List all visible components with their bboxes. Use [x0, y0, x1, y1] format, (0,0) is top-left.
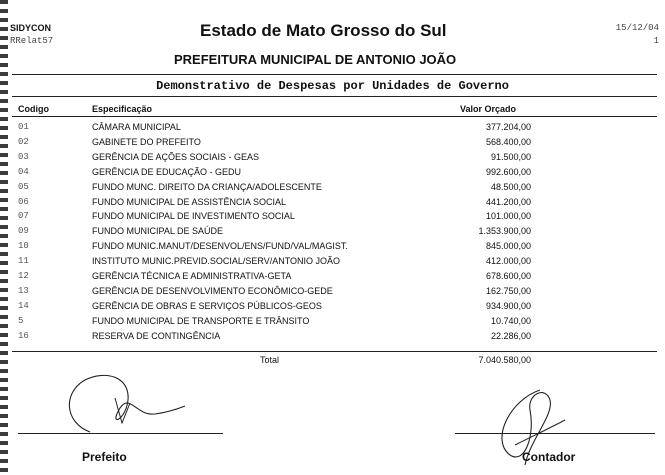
- row-specification: GERÊNCIA DE AÇÕES SOCIAIS - GEAS: [92, 151, 260, 162]
- row-code: 16: [18, 330, 29, 341]
- row-value: 377.204,00: [485, 122, 531, 132]
- row-value: 10.740,00: [490, 315, 531, 326]
- row-code: 09: [18, 226, 29, 237]
- column-header-value: Valor Orçado: [460, 104, 517, 114]
- row-value: 678.600,00: [485, 271, 531, 281]
- row-code: 14: [18, 300, 29, 311]
- row-value: 845.000,00: [485, 241, 531, 252]
- row-specification: GABINETE DO PREFEITO: [92, 136, 201, 147]
- row-code: 12: [18, 271, 29, 281]
- row-code: 05: [18, 181, 29, 192]
- row-specification: FUNDO MUNICIPAL DE ASSISTÊNCIA SOCIAL: [92, 196, 287, 207]
- municipality-title: PREFEITURA MUNICIPAL DE ANTONIO JOÃO: [174, 52, 457, 67]
- table-row: [0, 301, 665, 316]
- row-specification: FUNDO MUNICIPAL DE TRANSPORTE E TRÂNSITO: [92, 315, 310, 326]
- total-value: 7.040.580,00: [478, 355, 531, 365]
- row-specification: GERÊNCIA DE DESENVOLVIMENTO ECONÔMICO-GEDE: [92, 285, 333, 296]
- row-code: 13: [18, 285, 29, 296]
- report-code: RRelat57: [10, 36, 54, 46]
- total-label: Total: [260, 355, 280, 365]
- divider: [12, 96, 657, 97]
- page-number: 1: [653, 36, 659, 46]
- divider: [12, 351, 657, 352]
- table-row: [0, 197, 665, 212]
- report-title: Demonstrativo de Despesas por Unidades de Governo: [156, 79, 509, 93]
- row-value: 1.353.900,00: [478, 226, 531, 237]
- row-value: 412.000,00: [485, 256, 531, 267]
- row-value: 48.500,00: [490, 181, 531, 192]
- report-date: 15/12/04: [615, 23, 659, 33]
- table-row: [0, 211, 665, 226]
- divider: [12, 116, 657, 117]
- row-specification: INSTITUTO MUNIC.PREVID.SOCIAL/SERV/ANTONIO JOÃO: [92, 256, 341, 267]
- row-code: 06: [18, 196, 29, 207]
- row-code: 11: [18, 256, 29, 267]
- row-value: 162.750,00: [485, 285, 531, 296]
- row-specification: GERÊNCIA DE OBRAS E SERVIÇOS PÚBLICOS-GEOS: [92, 300, 322, 311]
- table-row: [0, 256, 665, 271]
- table-row: [0, 167, 665, 182]
- row-specification: FUNDO MUNIC.MANUT/DESENVOL/ENS/FUND/VAL/MAGIST.: [92, 241, 348, 252]
- row-code: 03: [18, 151, 29, 162]
- column-header-code: Codigo: [18, 104, 49, 114]
- row-specification: FUNDO MUNC. DIREITO DA CRIANÇA/ADOLESCENTE: [92, 181, 322, 192]
- accountant-signature-line: [455, 433, 655, 434]
- table-row: [0, 182, 665, 197]
- column-header-spec: Especificação: [92, 104, 153, 114]
- row-specification: FUNDO MUNICIPAL DE INVESTIMENTO SOCIAL: [92, 211, 295, 222]
- table-row: [0, 122, 665, 137]
- table-row: [0, 226, 665, 241]
- row-code: 01: [18, 122, 29, 132]
- row-specification: CÂMARA MUNICIPAL: [92, 122, 181, 132]
- mayor-signature: [60, 368, 200, 438]
- table-row: [0, 286, 665, 301]
- table-row: [0, 241, 665, 256]
- row-value: 441.200,00: [485, 196, 531, 207]
- divider: [12, 74, 657, 75]
- row-value: 101.000,00: [485, 211, 531, 222]
- table-row: [0, 331, 665, 346]
- row-value: 992.600,00: [485, 166, 531, 177]
- row-code: 07: [18, 211, 29, 222]
- row-code: 04: [18, 166, 29, 177]
- row-value: 22.286,00: [490, 330, 531, 341]
- table-row: [0, 152, 665, 167]
- row-value: 568.400,00: [485, 136, 531, 147]
- system-name: SIDYCON: [10, 23, 52, 33]
- row-value: 934.900,00: [485, 300, 531, 311]
- mayor-signature-line: [18, 433, 223, 434]
- row-specification: GERÊNCIA TÉCNICA E ADMINISTRATIVA-GETA: [92, 271, 292, 281]
- table-row: [0, 137, 665, 152]
- mayor-label: Prefeito: [82, 450, 127, 464]
- row-value: 91.500,00: [490, 151, 531, 162]
- row-code: 5: [18, 315, 24, 326]
- table-row: [0, 271, 665, 286]
- row-specification: RESERVA DE CONTINGÊNCIA: [92, 330, 221, 341]
- row-specification: GERÊNCIA DE EDUCAÇÃO - GEDU: [92, 166, 242, 177]
- accountant-label: Contador: [522, 450, 576, 464]
- state-title: Estado de Mato Grosso do Sul: [200, 21, 447, 40]
- table-row: [0, 316, 665, 331]
- row-code: 10: [18, 241, 29, 252]
- row-code: 02: [18, 136, 29, 147]
- row-specification: FUNDO MUNICIPAL DE SAÚDE: [92, 226, 224, 237]
